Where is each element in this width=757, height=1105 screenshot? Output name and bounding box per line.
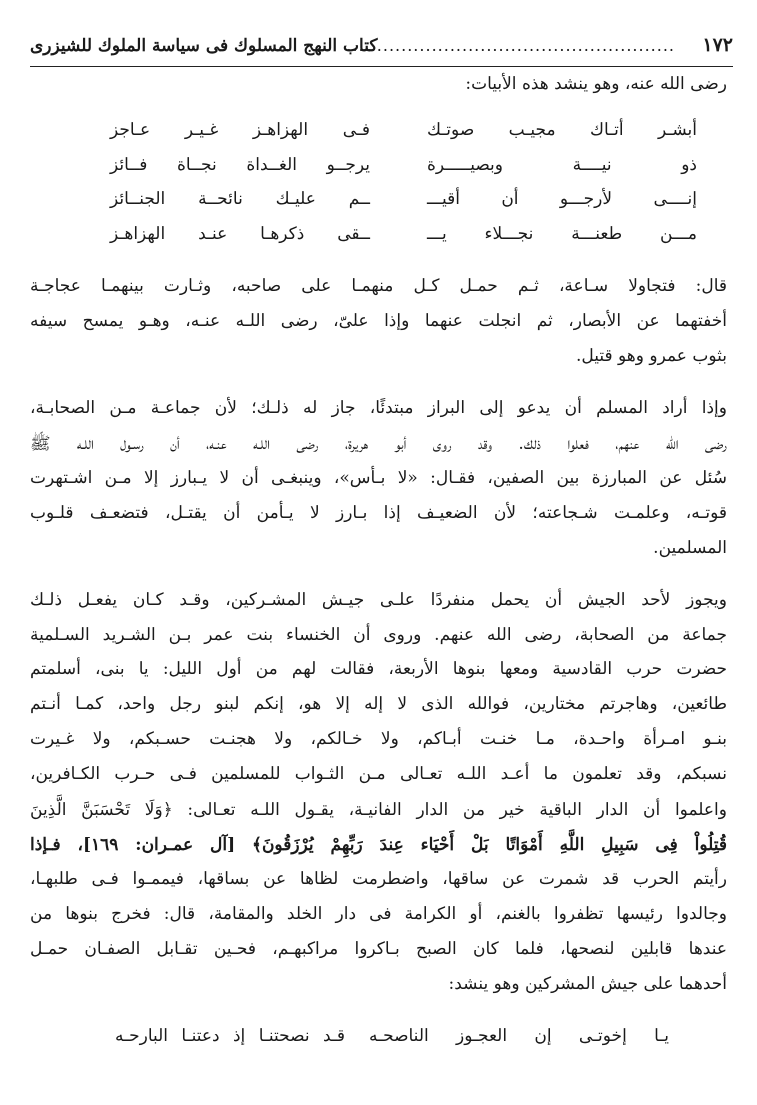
intro-line: رضى الله عنه، وهو ينشد هذه الأبيات: [465, 74, 727, 94]
paragraph-line: حضرت حرب القادسية ومعها بنوها الأربعة، فقالت لهم من أول الليل: يا بنى، أسلمتم [30, 659, 727, 679]
paragraph-line: واعلموا أن الدار الباقية خير من الدار الفانيـة، يقـول اللـه تعـالى: ﴿وَلَا تَحْسَبَنَّ الَّذِينَ [30, 800, 727, 820]
verse-row [110, 224, 697, 254]
book-title: كتاب النهج المسلوك فى سياسة الملوك للشيزرى [30, 36, 378, 56]
paragraph-line: نسبكم، وقد تعلمون ما أعـد اللـه تعـالى مـن الثـواب للمسلمين فـى حـرب الكـافرين، [30, 764, 727, 784]
verse-first-hemistich: يـا إخوتـى إن العجـوز الناصحـه [369, 1026, 669, 1046]
running-header [30, 30, 733, 67]
paragraph-line: سُئل عن المبارزة بين الصفين، فقـال: «لا بـأس»، وينبغـى أن لا يـبارز إلا مـن اشـتهرت [30, 468, 727, 488]
verse-row [110, 189, 697, 219]
paragraph-line: وإذا أراد المسلم أن يدعو إلى البراز مبتدئًا، جاز له ذلـك؛ لأن جماعـة مـن الصحابـة، [30, 398, 727, 418]
paragraph-line: عندها قابلين لنصحها، فلما كان الصبح بـاكروا مراكبهـم، فحـين تقـابل الصفـان حمـل [30, 939, 727, 959]
verse-first-hemistich: ذو نيــــة وبصيـــــرة [427, 155, 697, 175]
paragraph-line: أحدهما على جيش المشركين وهو ينشد: [448, 974, 727, 994]
paragraph-line: جماعة من الصحابة، رضى الله عنهم. وروى أن الخنساء بنت عمر بـن الشـريد السـلمية [30, 625, 727, 645]
paragraph-line: قال: فتجاولا سـاعة، ثـم حمـل كـل منهمـا على صاحبه، وثـارت بينهمـا عجاجـة [30, 276, 727, 296]
paragraph-line: رضى الله عنهم، فعلوا ذلك. وقد روى أبو هريرة، رضى اللـه عنـه، أن رسـول اللـه ﷺ [30, 434, 727, 454]
paragraph-line: رأيتم الحرب قد شمرت عن ساقها، واضطرمت لظاها عن بساقها، فيممـوا فـى طلبهـا، [30, 869, 727, 889]
verse-second-hemistich: فـى الهزاهـز غـيـر عـاجز [110, 120, 370, 140]
verse-row [110, 120, 697, 150]
paragraph-line: أخفتهما عن الأبصار، ثم انجلت عنهما وإذا علىّ، رضى اللـه عنـه، وهـو يمسح سيفه [30, 311, 727, 331]
verse-first-hemistich: أبشـر أتـاك مجيـب صوتـك [427, 120, 697, 140]
paragraph-line: المسلمين. [653, 538, 727, 558]
verse-first-hemistich: إنــــى لأرجـــو أن أقيـــ [427, 189, 697, 209]
quran-verse-line: قُتِلُواْ فِى سَبِيلِ اللَّهِ أَمْوَاتًا بَلْ أَحْيَاء عِندَ رَبِّهِمْ يُرْزَقُونَ﴾ [آل عمـران: ١٦٩]، فـإذا [30, 835, 728, 855]
page-number: ١٧٢ [702, 34, 733, 56]
paragraph-line: بثوب عمرو وهو قتيل. [575, 346, 727, 366]
verse-second-hemistich: ــم عليـك نائحــة الجنــائز [110, 189, 370, 209]
header-leader-dots: ...................................................... [346, 36, 675, 55]
paragraph-line: بنـو امـرأة واحـدة، مـا خنـت أبـاكم، ولا خـالكم، ولا هجنـت حسـبكم، ولا غـيرت [30, 729, 727, 749]
paragraph-line: قوتـه، وعلمـت شـجاعته؛ لأن الضعيـف إذا بـارز لا يـأمن أن يقتـل، فتضعـف قلـوب [30, 503, 727, 523]
verse-first-hemistich: مـــن طعنـــة نجـــلاء يـــ [427, 224, 697, 244]
paragraph-line: وجالدوا رئيسها تظفروا بالغنم، أو الكرامة فى دار الخلد والمقامة، قال: فخرج بنوها من [30, 904, 727, 924]
verse-row [115, 1026, 669, 1056]
paragraph-line: ويجوز لأحد الجيش أن يحمل منفردًا علـى جيـش المشـركين، وقـد كـان يفعـل ذلـك [30, 590, 727, 610]
paragraph-line: طائعين، وهاجرتم مختارين، فوالله الذى لا إله إلا هو، إنكم لبنو رجل واحد، كمـا أنـتم [30, 694, 727, 714]
verse-second-hemistich: قـد نصحتنـا إذ دعتنـا البارحـه [115, 1026, 345, 1046]
verse-second-hemistich: ــقى ذكرهـا عنـد الهزاهـز [110, 224, 370, 244]
verse-row [110, 155, 697, 185]
verse-second-hemistich: يرجــو الغــداة نجــاة فــائز [110, 155, 370, 175]
